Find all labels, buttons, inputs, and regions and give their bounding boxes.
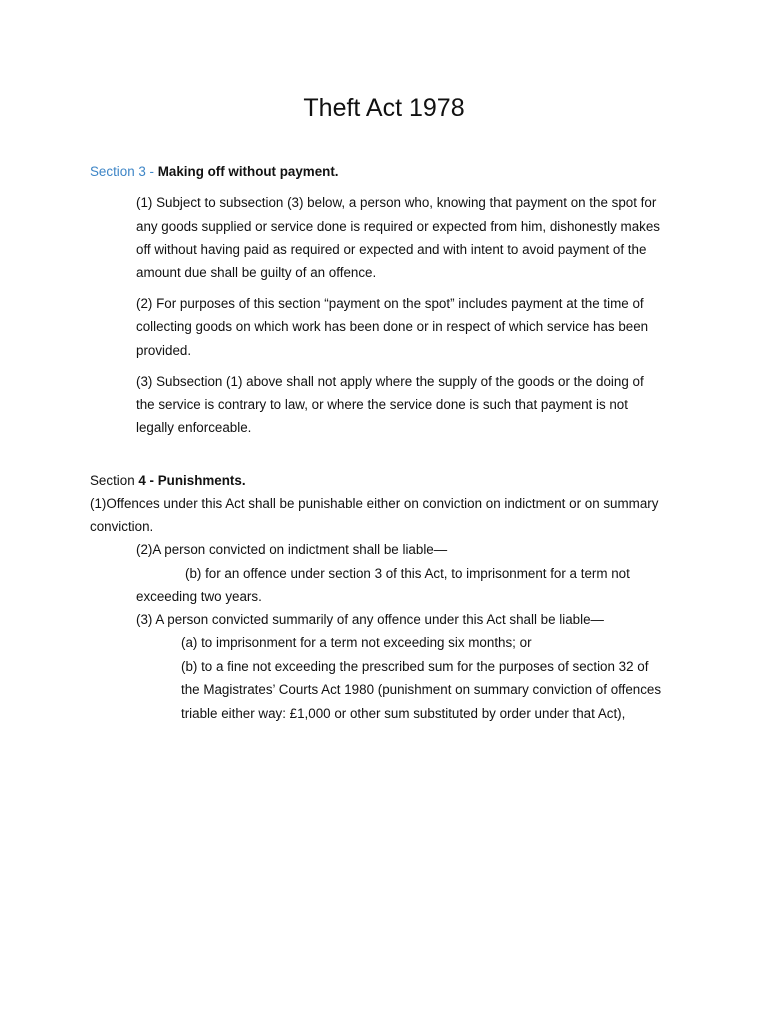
section-3-title: Making off without payment.: [157, 164, 339, 179]
section-4-line: (b) for an offence under section 3 of this Act, to imprisonment for a term not: [185, 566, 630, 581]
section-4-line: conviction.: [90, 519, 154, 534]
section-3-heading: [90, 163, 339, 181]
section-4-line: (3) A person convicted summarily of any offence under this Act shall be liable—: [136, 612, 604, 627]
section-3-subsection-2-line: provided.: [136, 343, 192, 358]
section-4-line: triable either way: £1,000 or other sum substituted by order under that Act),: [181, 706, 626, 721]
section-3-subsection-2-line: (2) For purposes of this section “payment on the spot” includes payment at the time of: [136, 296, 644, 311]
section-4-line: (b) to a fine not exceeding the prescribed sum for the purposes of section 32 of: [181, 659, 649, 674]
section-4-heading: [90, 472, 246, 490]
document-title: Theft Act 1978: [303, 94, 465, 122]
section-3-subsection-3-line: the service is contrary to law, or where the service done is such that payment is not: [136, 397, 628, 412]
section-3-subsection-1-line: (1) Subject to subsection (3) below, a person who, knowing that payment on the spot for: [136, 195, 657, 210]
section-3-subsection-2-line: collecting goods on which work has been done or in respect of which service has been: [136, 319, 649, 334]
section-4-line: the Magistrates’ Courts Act 1980 (punishment on summary conviction of offences: [181, 682, 662, 697]
section-3-subsection-1-line: any goods supplied or service done is required or expected from him, dishonestly makes: [136, 219, 660, 234]
section-4-line: (1)Offences under this Act shall be punishable either on conviction on indictment or on summary: [90, 496, 659, 511]
section-4-title: 4 - Punishments.: [138, 473, 246, 488]
section-4-line: (a) to imprisonment for a term not exceeding six months; or: [181, 635, 532, 650]
section-3-subsection-1-line: amount due shall be guilty of an offence.: [136, 265, 377, 280]
section-4-label: Section: [90, 473, 139, 488]
section-3-label: Section 3 -: [90, 164, 155, 179]
section-4-line: (2)A person convicted on indictment shall be liable—: [136, 542, 448, 557]
section-3-subsection-1-line: off without having paid as required or expected and with intent to avoid payment of the: [136, 242, 647, 257]
section-4-line: exceeding two years.: [136, 589, 262, 604]
section-3-subsection-3-line: legally enforceable.: [136, 420, 252, 435]
section-3-subsection-3-line: (3) Subsection (1) above shall not apply where the supply of the goods or the doing of: [136, 374, 644, 389]
